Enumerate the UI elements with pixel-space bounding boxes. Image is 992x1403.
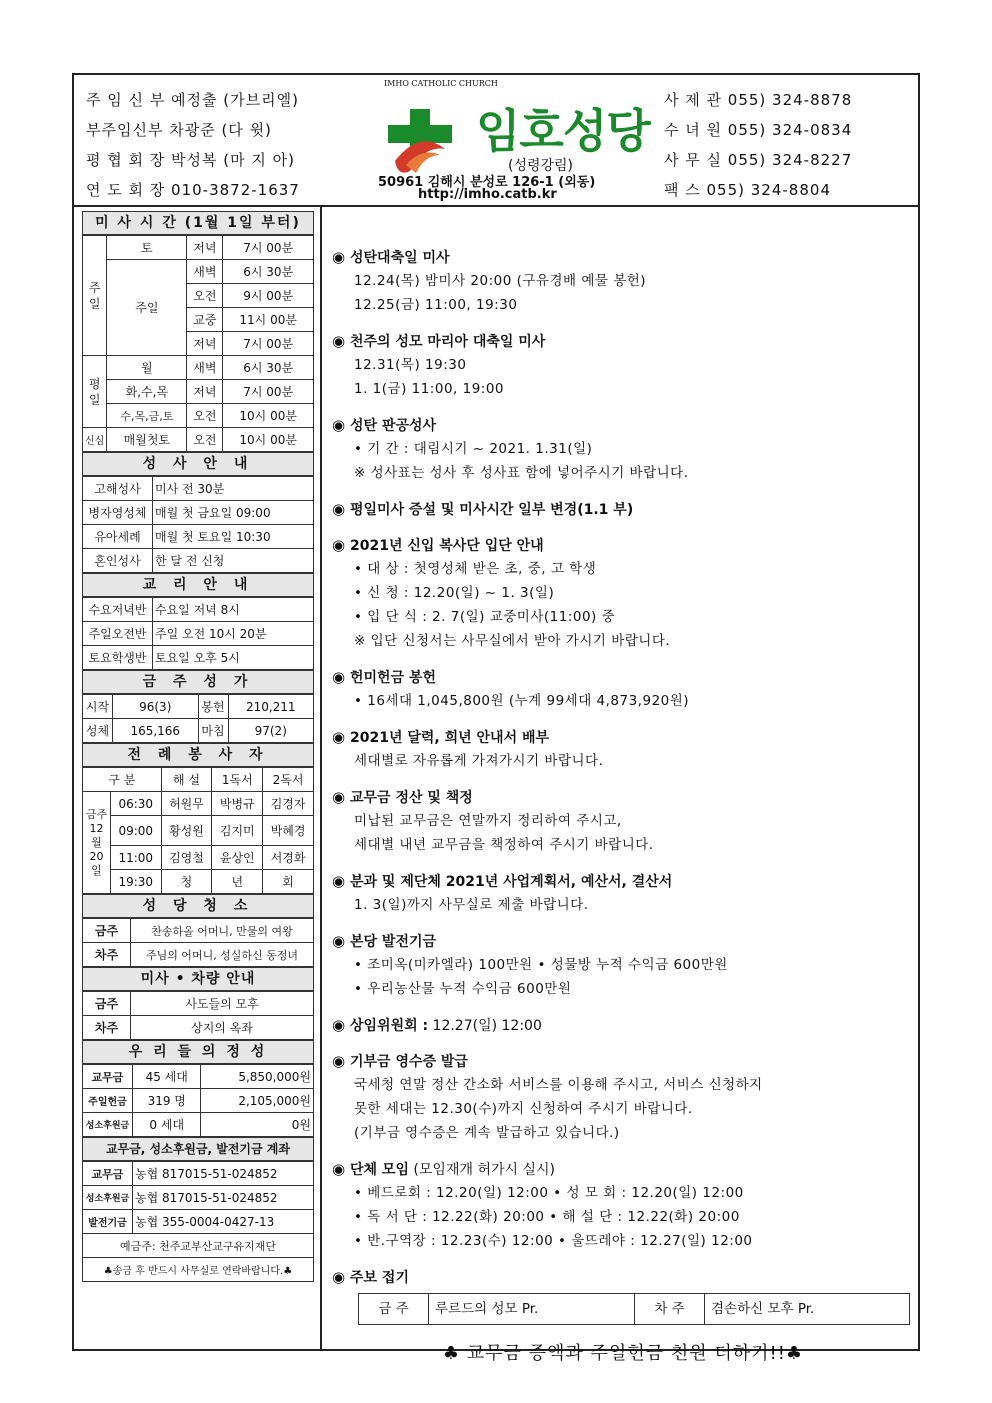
server-name: 김영철 bbox=[161, 846, 212, 870]
bullet-icon: ◉ bbox=[332, 1052, 346, 1070]
table-row-value: 주일 오전 10시 20분 bbox=[153, 622, 314, 646]
table-row-value: 미사 전 30분 bbox=[153, 477, 314, 501]
hymn-value: 165,166 bbox=[113, 719, 199, 743]
table-row-value: 0 세대 bbox=[133, 1113, 201, 1137]
notice-title-text: 성탄대축일 미사 bbox=[350, 250, 450, 266]
church-logo bbox=[364, 81, 654, 203]
offering-table bbox=[82, 1064, 314, 1137]
notice-title-extra: 12.27(일) 12:00 bbox=[428, 1018, 542, 1034]
bullet-icon: ◉ bbox=[332, 728, 346, 746]
header-left-line: 부주임신부 차광준 (다 윗) bbox=[86, 121, 272, 139]
notice-title bbox=[332, 245, 914, 269]
bullet-icon: ◉ bbox=[332, 668, 346, 686]
notice-item bbox=[332, 1013, 914, 1037]
notice-line: 12.25(금) 11:00, 19:30 bbox=[354, 297, 518, 313]
mass-day: 화,수,목 bbox=[107, 380, 187, 404]
header-left-line: 평 협 회 장 박성복 (마 지 아) bbox=[86, 151, 295, 169]
table-row-value: 농협 355-0004-0427-13 bbox=[133, 1210, 314, 1234]
notice-line: 세대별로 자유롭게 가져가시기 바랍니다. bbox=[354, 753, 604, 769]
mass-when: 오전 bbox=[187, 428, 223, 452]
mass-day: 주일 bbox=[107, 260, 187, 356]
notice-title bbox=[332, 1157, 914, 1181]
footer-slogan: ♣ 교무금 증액과 주일헌금 천원 더하기!!♣ bbox=[442, 1343, 804, 1364]
table-row-value: 농협 817015-51-024852 bbox=[133, 1162, 314, 1186]
notice-line: • 조미옥(미카엘라) 100만원 • 성물방 누적 수익금 600만원 bbox=[354, 957, 728, 973]
notice-line: • 16세대 1,045,800원 (누계 99세대 4,873,920원) bbox=[354, 693, 690, 709]
bullet-icon: ◉ bbox=[332, 1268, 346, 1286]
vehicle-table bbox=[82, 991, 314, 1040]
header-right-line: 수 녀 원 055) 324-0834 bbox=[664, 121, 853, 139]
servers-head: 1독서 bbox=[212, 768, 263, 792]
table-row-value: 매월 첫 토요일 10:30 bbox=[153, 525, 314, 549]
table-row-label: 금주 bbox=[83, 919, 131, 943]
mass-time: 9시 00분 bbox=[223, 284, 314, 308]
notice-title-text: 2021년 신입 복사단 입단 안내 bbox=[350, 538, 544, 554]
hymns-table bbox=[82, 694, 314, 743]
server-name: 김경자 bbox=[263, 792, 314, 816]
server-name: 서경화 bbox=[263, 846, 314, 870]
notice-title-text: 교무금 정산 및 책정 bbox=[350, 790, 473, 806]
table-row-label: 혼인성사 bbox=[83, 549, 153, 573]
server-name: 허원무 bbox=[161, 792, 212, 816]
notice-item bbox=[332, 785, 914, 857]
hymn-value: 210,211 bbox=[228, 695, 314, 719]
cross-flame-icon bbox=[370, 89, 470, 179]
mass-time: 6시 30분 bbox=[223, 356, 314, 380]
notice-title bbox=[332, 1013, 914, 1037]
notice-item bbox=[332, 1265, 914, 1289]
mass-time: 7시 00분 bbox=[223, 332, 314, 356]
sacrament-title: 성 사 안 내 bbox=[82, 452, 314, 476]
mass-when: 오전 bbox=[187, 284, 223, 308]
table-row-value: 찬송하올 어머니, 만물의 여왕 bbox=[131, 919, 314, 943]
notice-item bbox=[332, 497, 914, 521]
table-row-label: 성소후원금 bbox=[83, 1186, 133, 1210]
mass-times-title: 미 사 시 간 (1월 1일 부터) bbox=[82, 211, 314, 235]
server-name: 윤상인 bbox=[212, 846, 263, 870]
notice-title-text: 헌미헌금 봉헌 bbox=[350, 670, 437, 686]
table-row-value: 5,850,000원 bbox=[201, 1065, 314, 1089]
servers-head: 해 설 bbox=[161, 768, 212, 792]
notice-title bbox=[332, 1049, 914, 1073]
mass-day: 토 bbox=[107, 236, 187, 260]
notice-line: 1. 3(일)까지 사무실로 제출 바랍니다. bbox=[354, 897, 589, 913]
notice-title bbox=[332, 533, 914, 557]
notice-line: 12.31(목) 19:30 bbox=[354, 357, 467, 373]
server-name: 회 bbox=[263, 870, 314, 894]
notice-item bbox=[332, 533, 914, 653]
bullet-icon: ◉ bbox=[332, 332, 346, 350]
hymn-label: 시작 bbox=[83, 695, 113, 719]
notice-line: • 신 청 : 12.20(일) ~ 1. 3(일) bbox=[354, 585, 555, 601]
table-row-value: 주님의 어머니, 성실하신 동정녀 bbox=[131, 943, 314, 967]
table-row-label: 병자영성체 bbox=[83, 501, 153, 525]
bullet-icon: ◉ bbox=[332, 932, 346, 950]
notice-title-text: 단체 모임 bbox=[350, 1162, 409, 1178]
notice-title bbox=[332, 497, 914, 521]
notice-title bbox=[332, 929, 914, 953]
fold-value: 루르드의 성모 Pr. bbox=[429, 1294, 635, 1324]
table-row-value: 사도들의 모후 bbox=[131, 992, 314, 1016]
table-row-label: 금주 bbox=[83, 992, 131, 1016]
servers-head: 2독서 bbox=[263, 768, 314, 792]
left-column bbox=[82, 211, 314, 1282]
cleaning-table bbox=[82, 918, 314, 967]
sinsim-group: 신심 bbox=[83, 428, 107, 452]
notice-title-text: 분과 및 제단체 2021년 사업계획서, 예산서, 결산서 bbox=[350, 874, 673, 890]
notice-title-text: 상임위원회 : bbox=[350, 1018, 429, 1034]
notice-line: 1. 1(금) 11:00, 19:00 bbox=[354, 381, 505, 397]
hymn-label: 봉헌 bbox=[198, 695, 228, 719]
bullet-icon: ◉ bbox=[332, 500, 346, 518]
notice-title bbox=[332, 725, 914, 749]
notice-line: • 반.구역장 : 12.23(수) 12:00 • 울뜨레야 : 12.27(일) 12:00 bbox=[354, 1233, 753, 1249]
notice-item bbox=[332, 929, 914, 1001]
bullet-icon: ◉ bbox=[332, 536, 346, 554]
header-left-line: 주 임 신 부 예정출 (가브리엘) bbox=[86, 91, 299, 109]
mass-time: 7시 00분 bbox=[223, 380, 314, 404]
servers-table bbox=[82, 767, 314, 894]
date-part: 12 bbox=[89, 821, 104, 835]
sunday-group: 주일 bbox=[83, 236, 107, 356]
bullet-icon: ◉ bbox=[332, 248, 346, 266]
account-note: ♣송금 후 반드시 사무실로 연락바랍니다.♣ bbox=[83, 1258, 314, 1282]
church-name: 임호성당 bbox=[476, 104, 650, 158]
servers-title: 전 례 봉 사 자 bbox=[82, 743, 314, 767]
mass-time: 11시 00분 bbox=[223, 308, 314, 332]
hymn-value: 96(3) bbox=[113, 695, 199, 719]
server-name: 년 bbox=[212, 870, 263, 894]
mass-when: 교중 bbox=[187, 308, 223, 332]
table-row-value: 0원 bbox=[201, 1113, 314, 1137]
server-name: 김지미 bbox=[212, 816, 263, 846]
notice-item bbox=[332, 1049, 914, 1145]
notice-title-extra: (모임재개 허가시 실시) bbox=[408, 1162, 555, 1178]
mass-when: 새벽 bbox=[187, 260, 223, 284]
table-row-value: 매월 첫 금요일 09:00 bbox=[153, 501, 314, 525]
mass-when: 저녁 bbox=[187, 236, 223, 260]
mass-when: 저녁 bbox=[187, 332, 223, 356]
notice-title-text: 2021년 달력, 희년 안내서 배부 bbox=[350, 730, 550, 746]
notice-title bbox=[332, 785, 914, 809]
notice-title-text: 기부금 영수증 발급 bbox=[350, 1054, 468, 1070]
mass-time: 10시 00분 bbox=[223, 428, 314, 452]
notice-item bbox=[332, 1157, 914, 1253]
server-time: 11:00 bbox=[111, 846, 162, 870]
notice-title-text: 천주의 성모 마리아 대축일 미사 bbox=[350, 334, 546, 350]
header-right-line: 사 제 관 055) 324-8878 bbox=[664, 91, 853, 109]
notice-line: • 기 간 : 대림시기 ~ 2021. 1.31(일) bbox=[354, 441, 593, 457]
table-row-value: 토요일 오후 5시 bbox=[153, 646, 314, 670]
servers-head: 구 분 bbox=[83, 768, 162, 792]
catechism-table bbox=[82, 597, 314, 670]
notice-item bbox=[332, 245, 914, 317]
table-row-value: 319 명 bbox=[133, 1089, 201, 1113]
notice-item bbox=[332, 329, 914, 401]
notice-line: 국세청 연말 정산 간소화 서비스를 이용해 주시고, 서비스 신청하지 bbox=[354, 1077, 763, 1093]
notice-item bbox=[332, 725, 914, 773]
table-row-label: 교무금 bbox=[83, 1162, 133, 1186]
table-row-value: 상지의 옥좌 bbox=[131, 1016, 314, 1040]
notice-line: • 베드로회 : 12.20(일) 12:00 • 성 모 회 : 12.20(일) 12:00 bbox=[354, 1185, 744, 1201]
table-row-label: 교무금 bbox=[83, 1065, 133, 1089]
notice-line: 12.24(목) 밤미사 20:00 (구유경배 예물 봉헌) bbox=[354, 273, 647, 289]
header bbox=[74, 75, 918, 207]
fold-value: 겸손하신 모후 Pr. bbox=[711, 1301, 815, 1317]
table-row-label: 주일헌금 bbox=[83, 1089, 133, 1113]
notices-column bbox=[332, 245, 914, 1365]
notice-line: 세대별 내년 교무금을 책정하여 주시기 바랍니다. bbox=[354, 837, 654, 853]
bullet-icon: ◉ bbox=[332, 1016, 346, 1034]
server-name: 청 bbox=[161, 870, 212, 894]
mass-day: 매월첫토 bbox=[107, 428, 187, 452]
fold-label: 금 주 bbox=[359, 1294, 429, 1324]
notices-list bbox=[332, 245, 914, 1289]
table-row-value: 2,105,000원 bbox=[201, 1089, 314, 1113]
notice-title bbox=[332, 413, 914, 437]
table-row-label: 주일오전반 bbox=[83, 622, 153, 646]
bullet-icon: ◉ bbox=[332, 1160, 346, 1178]
bulletin-frame bbox=[72, 73, 920, 1364]
date-part: 일 bbox=[91, 863, 102, 877]
date-part: 금주 bbox=[85, 807, 108, 821]
table-row-value: 농협 817015-51-024852 bbox=[133, 1186, 314, 1210]
bullet-icon: ◉ bbox=[332, 872, 346, 890]
table-row-value: 수요일 저녁 8시 bbox=[153, 598, 314, 622]
hymn-value: 97(2) bbox=[228, 719, 314, 743]
mass-day: 수,목,금,토 bbox=[107, 404, 187, 428]
notice-title-text: 평일미사 증설 및 미사시간 일부 변경(1.1 부) bbox=[350, 502, 634, 518]
notice-title-text: 주보 접기 bbox=[350, 1270, 409, 1286]
notice-line: ※ 성사표는 성사 후 성사표 함에 넣어주시기 바랍니다. bbox=[354, 465, 689, 481]
mass-when: 새벽 bbox=[187, 356, 223, 380]
hymn-label: 성체 bbox=[83, 719, 113, 743]
logo-arc-text: IMHO CATHOLIC CHURCH bbox=[384, 79, 498, 88]
column-divider bbox=[320, 207, 322, 1349]
notice-line: • 입 단 식 : 2. 7(일) 교중미사(11:00) 중 bbox=[354, 609, 616, 625]
server-time: 06:30 bbox=[111, 792, 162, 816]
accounts-table bbox=[82, 1161, 314, 1282]
mass-time: 10시 00분 bbox=[223, 404, 314, 428]
hymns-title: 금 주 성 가 bbox=[82, 670, 314, 694]
notice-item bbox=[332, 869, 914, 917]
accounts-title: 교무금, 성소후원금, 발전기금 계좌 bbox=[82, 1137, 314, 1161]
mass-when: 저녁 bbox=[187, 380, 223, 404]
account-holder: 예금주: 천주교부산교구유지재단 bbox=[83, 1234, 314, 1258]
notice-line: • 독 서 단 : 12.22(화) 20:00 • 해 설 단 : 12.22(화) 20:00 bbox=[354, 1209, 740, 1225]
contact-list bbox=[664, 85, 852, 205]
hymn-label: 마침 bbox=[198, 719, 228, 743]
server-name: 박혜경 bbox=[263, 816, 314, 846]
table-row-label: 토요학생반 bbox=[83, 646, 153, 670]
header-left-line: 연 도 회 장 010-3872-1637 bbox=[86, 181, 300, 199]
cleaning-title: 성 당 청 소 bbox=[82, 894, 314, 918]
table-row-label: 발전기금 bbox=[83, 1210, 133, 1234]
sacrament-table bbox=[82, 476, 314, 573]
catechism-title: 교 리 안 내 bbox=[82, 573, 314, 597]
header-right-line: 사 무 실 055) 324-8227 bbox=[664, 151, 853, 169]
table-row-label: 고해성사 bbox=[83, 477, 153, 501]
bullet-icon: ◉ bbox=[332, 416, 346, 434]
clergy-list bbox=[86, 85, 300, 205]
server-time: 09:00 bbox=[111, 816, 162, 846]
header-right-line: 팩 스 055) 324-8804 bbox=[664, 181, 831, 199]
church-url[interactable]: http://imho.catb.kr bbox=[418, 187, 557, 202]
date-part: 월 bbox=[91, 835, 102, 849]
table-row-label: 차주 bbox=[83, 943, 131, 967]
weekday-group: 평일 bbox=[83, 356, 107, 428]
notice-title bbox=[332, 329, 914, 353]
vehicle-title: 미사 • 차량 안내 bbox=[82, 967, 314, 991]
fold-label: 차 주 bbox=[635, 1294, 705, 1324]
church-subtitle: (성령강림) bbox=[508, 158, 574, 174]
mass-time: 6시 30분 bbox=[223, 260, 314, 284]
notice-line: 미납된 교무금은 연말까지 정리하여 주시고, bbox=[354, 813, 622, 829]
table-row-value: 한 달 전 신청 bbox=[153, 549, 314, 573]
church-address: 50961 김해시 분성로 126-1 (외동) bbox=[378, 175, 596, 190]
bullet-icon: ◉ bbox=[332, 788, 346, 806]
mass-times-table bbox=[82, 235, 314, 452]
table-row-label: 수요저녁반 bbox=[83, 598, 153, 622]
notice-item bbox=[332, 413, 914, 485]
server-name: 박병규 bbox=[212, 792, 263, 816]
date-part: 20 bbox=[89, 849, 104, 863]
notice-title-text: 성탄 판공성사 bbox=[350, 418, 437, 434]
table-row-label: 차주 bbox=[83, 1016, 131, 1040]
mass-time: 7시 00분 bbox=[223, 236, 314, 260]
notice-title bbox=[332, 665, 914, 689]
offering-title: 우 리 들 의 정 성 bbox=[82, 1040, 314, 1064]
notice-line: 못한 세대는 12.30(수)까지 신청하여 주시기 바랍니다. bbox=[354, 1101, 693, 1117]
servers-date bbox=[83, 792, 111, 894]
mass-day: 월 bbox=[107, 356, 187, 380]
table-row-label: 성소후원금 bbox=[83, 1113, 133, 1137]
notice-title bbox=[332, 869, 914, 893]
server-name: 황성원 bbox=[161, 816, 212, 846]
notice-line: • 대 상 : 첫영성체 받은 초, 중, 고 학생 bbox=[354, 561, 597, 577]
notice-line: (기부금 영수증은 계속 발급하고 있습니다.) bbox=[354, 1125, 620, 1141]
fold-schedule bbox=[358, 1293, 910, 1325]
notice-item bbox=[332, 665, 914, 713]
server-time: 19:30 bbox=[111, 870, 162, 894]
notice-title-text: 본당 발전기금 bbox=[350, 934, 437, 950]
notice-line: ※ 입단 신청서는 사무실에서 받아 가시기 바랍니다. bbox=[354, 633, 671, 649]
table-row-value: 45 세대 bbox=[133, 1065, 201, 1089]
notice-title bbox=[332, 1265, 914, 1289]
mass-when: 오전 bbox=[187, 404, 223, 428]
table-row-label: 유아세례 bbox=[83, 525, 153, 549]
notice-line: • 우리농산물 누적 수익금 600만원 bbox=[354, 981, 572, 997]
